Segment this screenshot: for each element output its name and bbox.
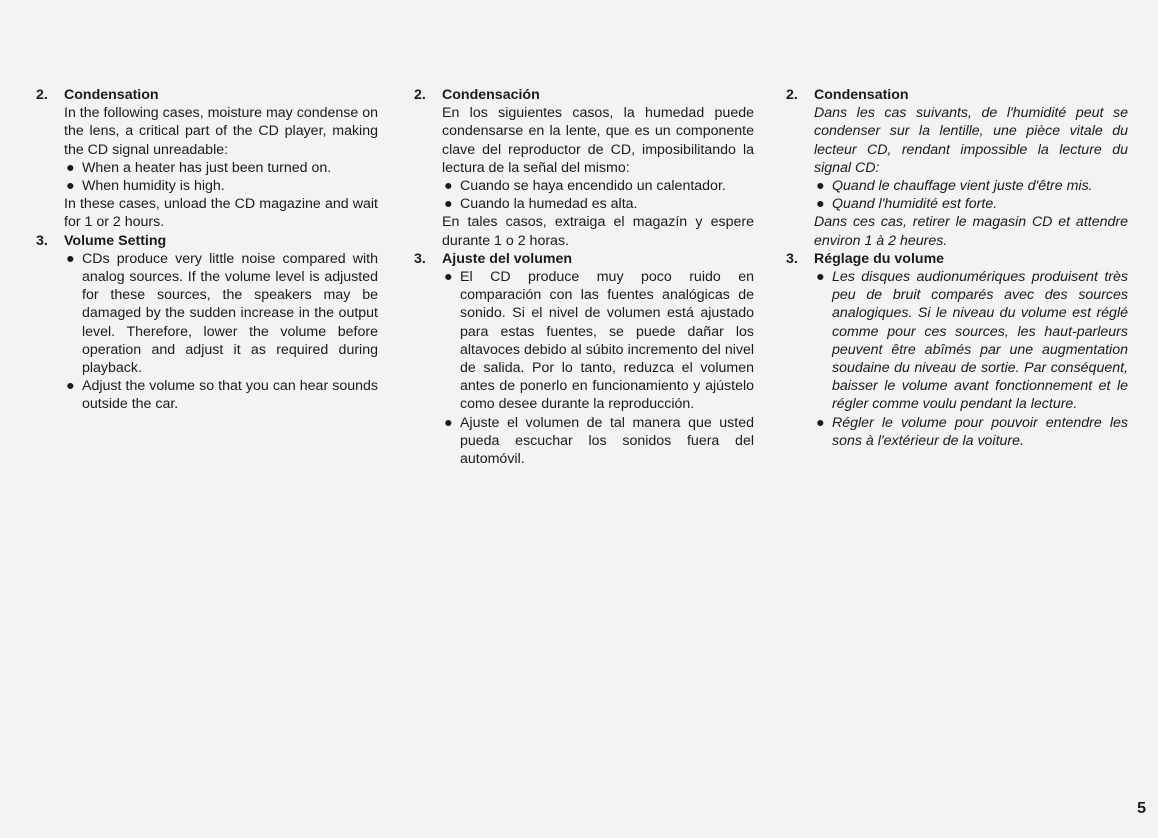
bullet-item: ● Quand l'humidité est forte. [816,196,998,213]
section-title: Volume Setting [64,232,167,249]
bullet-list [442,177,754,213]
section-condensation-fr [786,86,1128,250]
section-title: Condensation [814,87,909,103]
bullet-icon: ● [66,378,75,395]
bullet-item: ● Cuando se haya encendido un calentador. [444,178,726,195]
bullet-icon: ● [444,414,453,431]
bullet-icon: ● [66,178,75,195]
section-ajuste-volumen [414,250,754,468]
bullet-icon: ● [444,178,453,195]
paragraph-intro: In the following cases, moisture may condense on the lens, a critical part of the CD player, making the CD signal unreadable: [64,105,378,158]
bullet-list [814,177,1128,213]
bullet-item: ● When a heater has just been turned on. [66,159,332,176]
paragraph-outro: In these cases, unload the CD magazine and wait for 1 or 2 hours. [64,196,378,231]
page-number: 5 [1137,800,1146,817]
paragraph-intro: Dans les cas suivants, de l'humidité peut se condenser sur la lentille, une pièce vitale du lecteur CD, rendant impossible la lecture du signal CD: [814,105,1128,176]
bullet-icon: ● [816,414,825,431]
bullet-icon: ● [816,269,825,286]
section-number: 3. [36,232,48,249]
bullet-list [442,268,754,468]
section-number: 2. [36,87,48,103]
bullet-item: ● Quand le chauffage vient juste d'être mis. [816,178,1093,195]
section-volume-setting [36,232,378,414]
section-condensation [36,86,378,232]
bullet-item: ● CDs produce very little noise compared with analog sources. If the volume level is adjusted for these sources, the speakers may be damaged by the sudden increase in the output level. Therefore, lower the volume before operation and adjust it as required during playback. [66,250,378,377]
section-number: 3. [414,250,426,267]
bullet-item: ● When humidity is high. [66,178,225,195]
column-spanish [414,86,754,468]
section-condensacion [414,86,754,250]
paragraph-outro: Dans ces cas, retirer le magasin CD et attendre environ 1 à 2 heures. [814,214,1128,249]
section-title: Condensación [442,87,540,103]
bullet-item: ● Ajuste el volumen de tal manera que usted pueda escuchar los sonidos fuera del automóvil. [444,414,754,468]
bullet-list [814,268,1128,450]
section-heading [414,250,754,268]
bullet-list [64,159,378,195]
bullet-item: ● Les disques audionumériques produisent très peu de bruit comparés avec des sources analogiques. Si le niveau du volume est réglé comme pour ces sources, les haut-parleurs peuvent être abîmés par une augmentation soudaine du niveau de sortie. Par conséquent, baisser le volume avant fonctionnement et le régler comme voulu pendant la lecture. [816,269,1128,413]
bullet-icon: ● [444,196,453,213]
bullet-item: ● Adjust the volume so that you can hear sounds outside the car. [66,378,378,413]
bullet-icon: ● [66,250,75,267]
section-number: 2. [786,87,798,103]
section-title: Condensation [64,87,159,103]
bullet-item: ● El CD produce muy poco ruido en comparación con las fuentes analógicas de sonido. Si el nivel de volumen está ajustado para estas fuentes, se puede dañar los altavoces debido al súbito incremento del nivel de salida. Por lo tanto, reduzca el volumen antes de ponerlo en funcionamiento y ajústelo como desee durante la reproducción. [444,269,754,413]
bullet-icon: ● [816,178,825,195]
bullet-list [64,250,378,414]
bullet-icon: ● [66,159,75,176]
column-french [786,86,1128,450]
section-heading [786,250,1128,268]
section-title: Ajuste del volumen [442,250,573,267]
paragraph-intro: En los siguientes casos, la humedad puede condensarse en la lente, que es un componente clave del reproductor de CD, imposibilitando la lectura de la señal del mismo: [442,105,754,176]
section-heading [36,232,378,250]
bullet-icon: ● [444,269,453,286]
paragraph-outro: En tales casos, extraiga el magazín y espere durante 1 o 2 horas. [442,214,754,249]
section-heading [786,86,1128,104]
bullet-icon: ● [816,196,825,213]
bullet-item: ● Cuando la humedad es alta. [444,196,638,213]
section-number: 2. [414,87,426,103]
section-heading [36,86,378,104]
section-title: Réglage du volume [814,250,945,267]
section-number: 3. [786,250,798,267]
bullet-item: ● Régler le volume pour pouvoir entendre les sons à l'extérieur de la voiture. [816,414,1128,449]
section-heading [414,86,754,104]
column-english [36,86,378,414]
section-reglage-volume [786,250,1128,450]
